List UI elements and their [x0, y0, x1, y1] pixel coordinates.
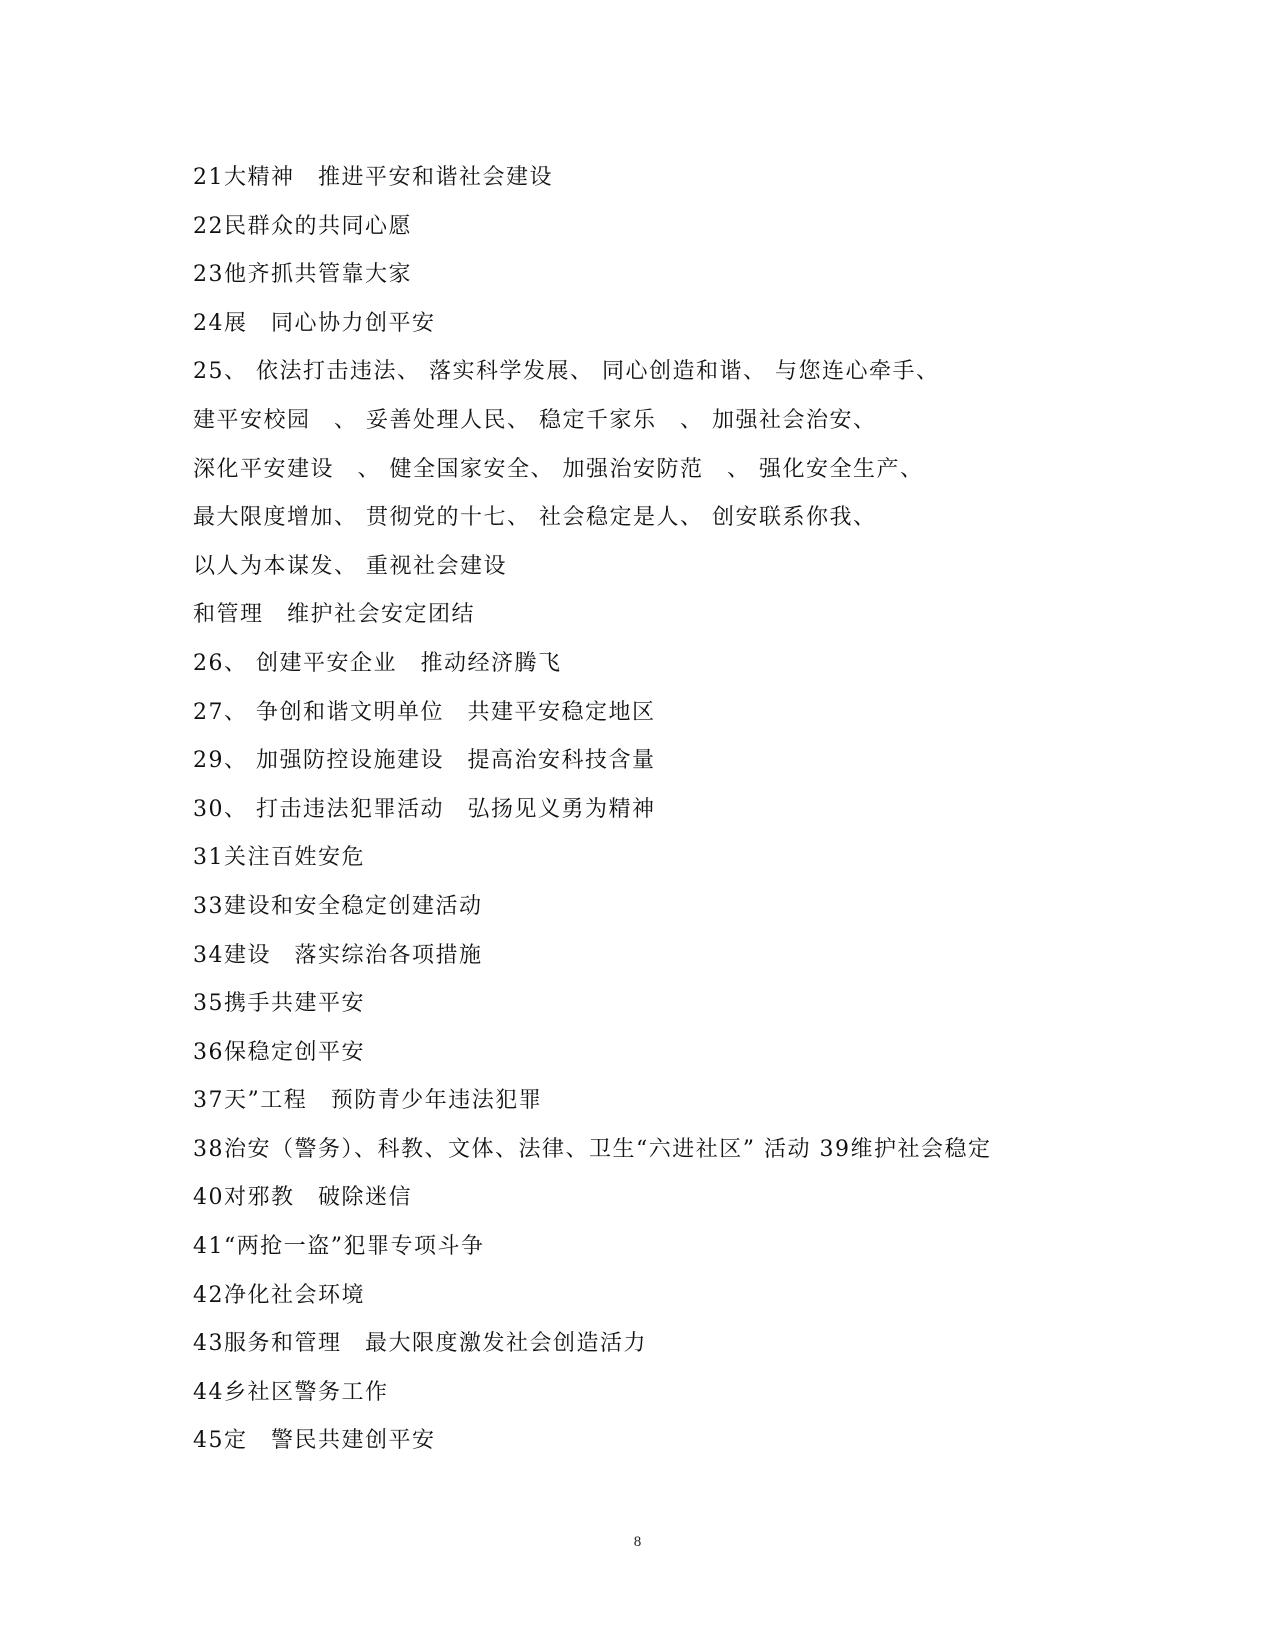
text-line: 43服务和管理 最大限度激发社会创造活力 — [193, 1331, 647, 1357]
text-line: 25、 依法打击违法、 落实科学发展、 同心创造和谐、 与您连心牵手、 — [193, 359, 940, 385]
text-line: 27、 争创和谐文明单位 共建平安稳定地区 — [193, 699, 656, 725]
text-line: 36保稳定创平安 — [193, 1039, 365, 1065]
text-line: 45定 警民共建创平安 — [193, 1428, 436, 1454]
text-line: 和管理 维护社会安定团结 — [193, 602, 476, 628]
page-number: 8 — [633, 1534, 642, 1550]
text-line: 29、 加强防控设施建设 提高治安科技含量 — [193, 748, 656, 774]
text-line: 23他齐抓共管靠大家 — [193, 262, 412, 288]
slogan-list — [193, 154, 1093, 1466]
text-line: 42净化社会环境 — [193, 1282, 365, 1308]
text-line: 35携手共建平安 — [193, 991, 365, 1017]
text-line: 最大限度增加、 贯彻党的十七、 社会稳定是人、 创安联系你我、 — [193, 505, 877, 531]
text-line: 建平安校园 、 妥善处理人民、 稳定千家乐 、 加强社会治安、 — [193, 407, 877, 433]
text-line: 30、 打击违法犯罪活动 弘扬见义勇为精神 — [193, 796, 656, 822]
text-line: 以人为本谋发、 重视社会建设 — [193, 553, 507, 579]
text-line: 31关注百姓安危 — [193, 845, 365, 871]
text-line: 38治安（警务）、科教、文体、法律、卫生“六进社区” 活动 39维护社会稳定 — [193, 1136, 992, 1162]
text-line: 26、 创建平安企业 推动经济腾飞 — [193, 650, 562, 676]
text-line: 34建设 落实综治各项措施 — [193, 942, 483, 968]
text-line: 37天”工程 预防青少年违法犯罪 — [193, 1088, 543, 1114]
text-line: 21大精神 推进平安和谐社会建设 — [193, 165, 553, 190]
text-line: 22民群众的共同心愿 — [193, 213, 412, 239]
text-line: 44乡社区警务工作 — [193, 1379, 389, 1405]
text-line: 40对邪教 破除迷信 — [193, 1185, 412, 1211]
text-line: 24展 同心协力创平安 — [193, 310, 436, 336]
text-line: 深化平安建设 、 健全国家安全、 加强治安防范 、 强化安全生产、 — [193, 456, 924, 482]
text-line: 33建设和安全稳定创建活动 — [193, 893, 483, 919]
text-line: 41“两抢一盗”犯罪专项斗争 — [193, 1234, 485, 1260]
